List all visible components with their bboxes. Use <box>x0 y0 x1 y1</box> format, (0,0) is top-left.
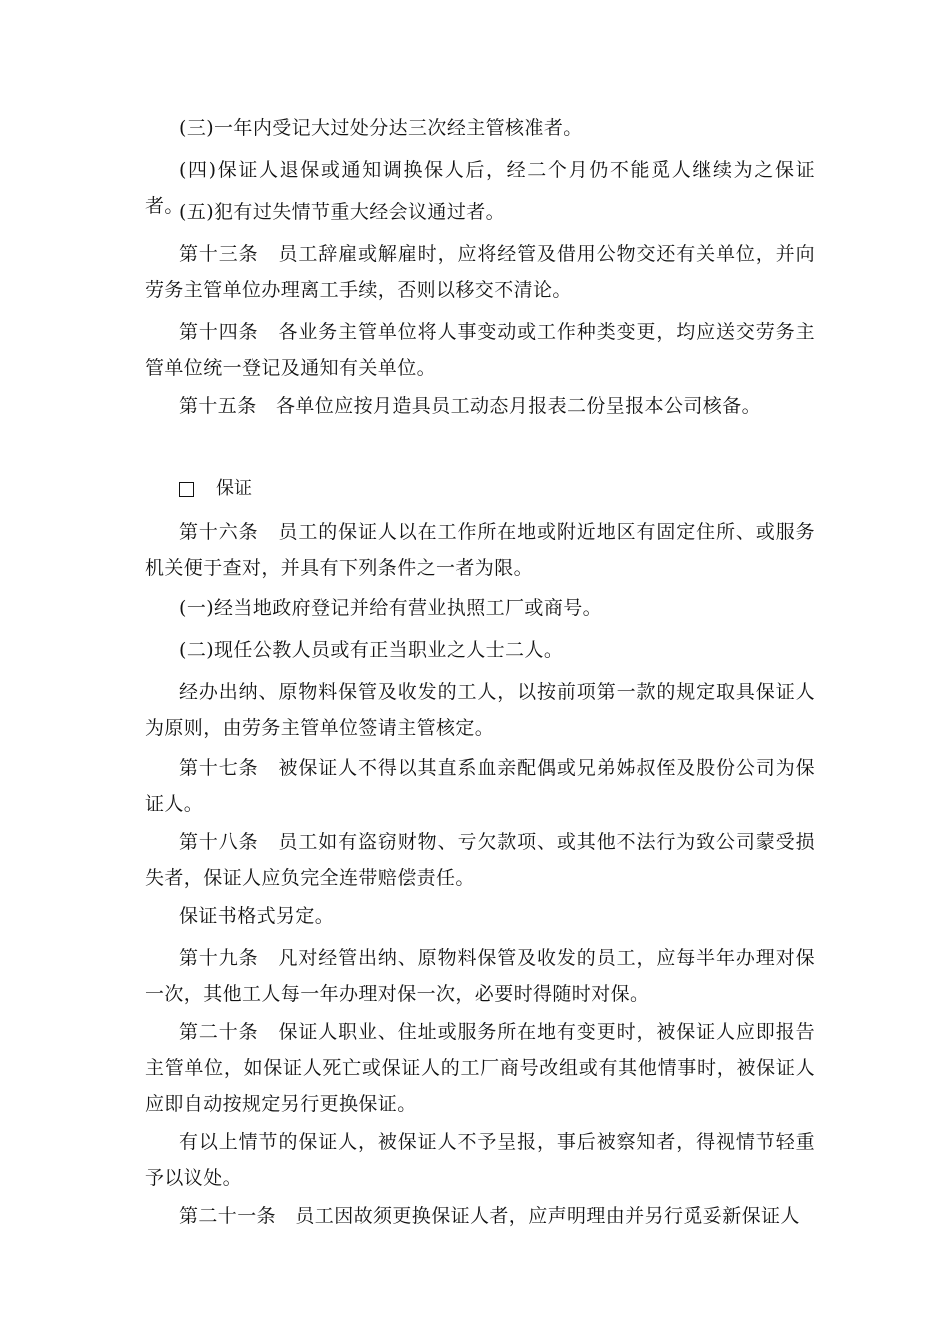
section-heading-label: 保证 <box>216 478 252 499</box>
article-20: 第二十条 保证人职业、住址或服务所在地有变更时，被保证人应即报告主管单位，如保证人死亡或保证人的工厂商号改组或有其他情事时，被保证人应即自动按规定另行更换保证。 <box>145 1021 815 1115</box>
penalty-paragraph: 有以上情节的保证人，被保证人不予呈报，事后被察知者，得视情节轻重予以议处。 <box>145 1131 815 1189</box>
article-17: 第十七条 被保证人不得以其直系血亲配偶或兄弟姊叔侄及股份公司为保证人。 <box>145 757 815 815</box>
clause-item-5: (五)犯有过失情节重大经会议通过者。 <box>179 201 506 223</box>
article-15: 第十五条 各单位应按月造具员工动态月报表二份呈报本公司核备。 <box>179 395 762 417</box>
article-14: 第十四条 各业务主管单位将人事变动或工作种类变更，均应送交劳务主管单位统一登记及通知有关单位。 <box>145 321 815 379</box>
article-21: 第二十一条 员工因故须更换保证人者，应声明理由并另行觅妥新保证人 <box>179 1205 800 1227</box>
article-19: 第十九条 凡对经管出纳、原物料保管及收发的员工，应每半年办理对保一次，其他工人每一年办理对保一次，必要时得随时对保。 <box>145 947 815 1005</box>
clause-item-4: (四)保证人退保或通知调换保人后，经二个月仍不能觅人继续为之保证者。 <box>145 159 815 217</box>
checkbox-square-icon <box>179 482 194 497</box>
condition-item-1: (一)经当地政府登记并给有营业执照工厂或商号。 <box>179 597 603 619</box>
section-heading <box>179 474 252 504</box>
article-18: 第十八条 员工如有盗窃财物、亏欠款项、或其他不法行为致公司蒙受损失者，保证人应负完全连带赔偿责任。 <box>145 831 815 889</box>
guarantee-form-note: 保证书格式另定。 <box>179 905 335 927</box>
clause-item-3: (三)一年内受记大过处分达三次经主管核准者。 <box>179 117 583 139</box>
article-16: 第十六条 员工的保证人以在工作所在地或附近地区有固定住所、或服务机关便于查对，并具有下列条件之一者为限。 <box>145 521 815 579</box>
condition-item-2: (二)现任公教人员或有正当职业之人士二人。 <box>179 639 564 661</box>
article-13: 第十三条 员工辞雇或解雇时，应将经管及借用公物交还有关单位，并向劳务主管单位办理离工手续，否则以移交不清论。 <box>145 243 815 301</box>
cashier-guarantee-paragraph: 经办出纳、原物料保管及收发的工人，以按前项第一款的规定取具保证人为原则，由劳务主管单位签请主管核定。 <box>145 681 815 739</box>
